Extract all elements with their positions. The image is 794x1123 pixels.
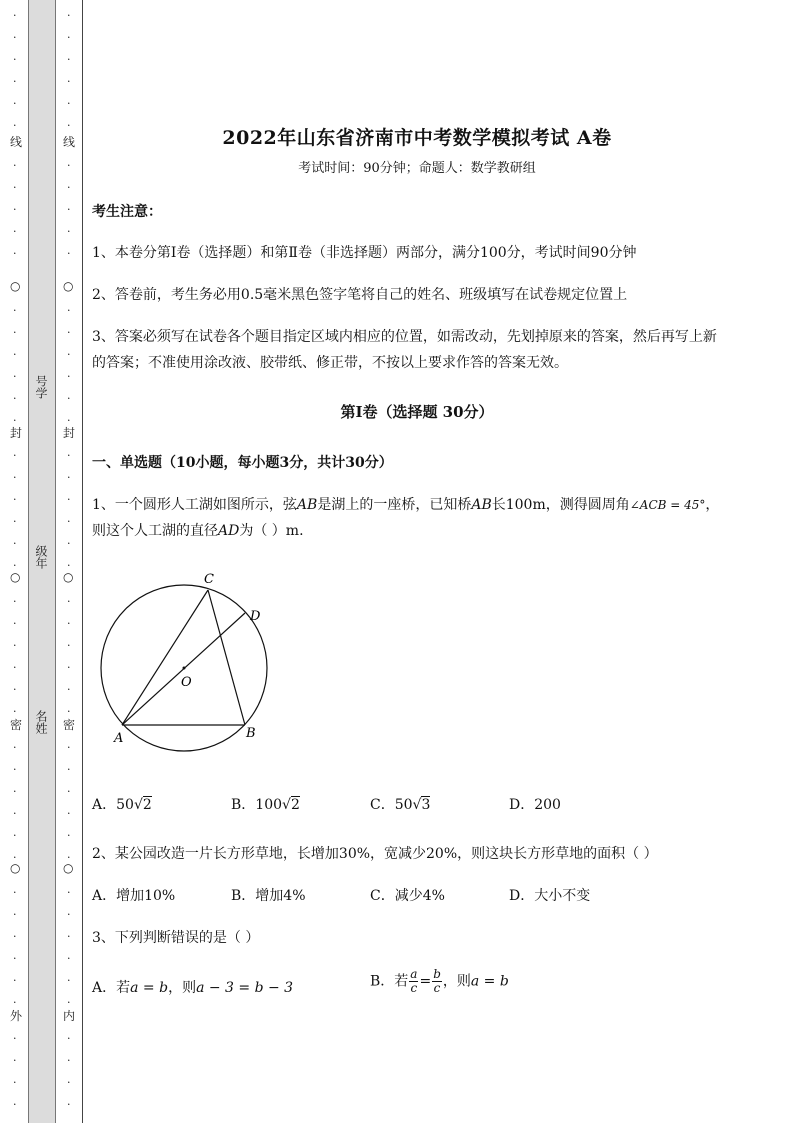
- margin-circle: ○: [10, 570, 21, 584]
- label-a: A: [114, 731, 124, 746]
- option-text: ，则: [442, 973, 471, 990]
- exam-title: 2022年山东省济南市中考数学模拟考试 A卷: [222, 127, 612, 149]
- field-label-number: 号学: [34, 375, 48, 399]
- dot-column: · · · · · ·: [13, 304, 17, 427]
- question-1-line-2: [92, 520, 304, 540]
- notice-heading: 考生注意：: [92, 204, 162, 220]
- notice-item: 1、本卷分第I卷（选择题）和第Ⅱ卷（非选择题）两部分，满分100分，考试时间90分钟: [92, 245, 637, 261]
- center-point: [183, 667, 186, 670]
- option-text: C．50: [370, 797, 413, 813]
- sqrt-symbol: √: [412, 797, 422, 813]
- notice-item: 2、答卷前，考生务必用0.5毫米黑色签字笔将自己的姓名、班级填写在试卷规定位置上: [92, 287, 628, 303]
- margin-label-feng: 封: [10, 426, 23, 440]
- dot-column: · · · ·: [67, 1032, 71, 1111]
- field-label-name: 名姓: [34, 710, 48, 734]
- math-expr: a = b: [470, 973, 509, 990]
- margin-label-feng: 封: [63, 426, 76, 440]
- equals: =: [419, 973, 432, 990]
- numerator: a: [410, 967, 418, 981]
- margin-circle: ○: [63, 861, 74, 875]
- segment-ac: [122, 590, 208, 725]
- dot-column: · · · · ·: [67, 159, 71, 260]
- q1-option-c[interactable]: [370, 794, 430, 814]
- option-text: ，则: [168, 980, 197, 996]
- q1-option-d[interactable]: [509, 794, 561, 814]
- q1-text: 长100m，测得圆周角: [491, 497, 630, 513]
- q1-option-a[interactable]: [92, 794, 152, 814]
- notice-item: 的答案；不准使用涂改液、胶带纸、修正带，不按以上要求作答的答案无效。: [92, 355, 568, 371]
- denominator: c: [410, 981, 418, 995]
- q1-angle: ∠ACB = 45°: [629, 498, 706, 512]
- fraction: [409, 968, 418, 995]
- q1-text: 1、一个圆形人工湖如图所示，弦: [92, 497, 297, 513]
- margin-label-xian: 线: [10, 135, 23, 149]
- margin-label-mi: 密: [63, 718, 76, 732]
- q1-chord-label: AB: [296, 497, 318, 513]
- radicand: 2: [142, 797, 152, 813]
- dot-column: · · · · · ·: [13, 449, 17, 572]
- math-expr: a − 3 = b − 3: [196, 980, 294, 996]
- sqrt-symbol: √: [282, 797, 291, 813]
- margin-circle: ○: [63, 279, 74, 293]
- exam-subtitle: 考试时间：90分钟；命题人：数学教研组: [298, 161, 536, 176]
- dot-column: · · · · · ·: [13, 741, 17, 864]
- dot-column: · · · · · ·: [13, 886, 17, 1009]
- dot-column: · · · · · ·: [67, 9, 71, 132]
- radicand: 3: [421, 797, 431, 813]
- dot-column: · · · · · ·: [67, 449, 71, 572]
- dot-column: · · · · ·: [13, 159, 17, 260]
- circle-figure: [92, 568, 292, 758]
- margin-circle: ○: [63, 570, 74, 584]
- q1-text: 是湖上的一座桥，已知桥: [317, 497, 472, 513]
- question-2: 2、某公园改造一片长方形草地，长增加30%，宽减少20%，则这块长方形草地的面积（ ）: [92, 846, 658, 862]
- question-1-line-1: [92, 494, 719, 514]
- margin-label-wai: 外: [10, 1009, 23, 1023]
- dot-column: · · · ·: [13, 1032, 17, 1111]
- margin-label-nei: 内: [63, 1009, 76, 1023]
- option-text: B．100: [231, 797, 283, 813]
- q1-text: 则这个人工湖的直径: [92, 523, 218, 539]
- q3-option-b[interactable]: [370, 968, 509, 995]
- sqrt-symbol: √: [133, 797, 143, 813]
- radicand: 2: [290, 797, 300, 813]
- label-b: B: [246, 726, 256, 741]
- dot-column: · · · · · ·: [67, 886, 71, 1009]
- q2-option-a[interactable]: A．增加10%: [92, 888, 176, 904]
- label-c: C: [204, 572, 214, 587]
- option-text: D．200: [509, 797, 561, 813]
- question-3: 3、下列判断错误的是（ ）: [92, 930, 260, 946]
- label-o: O: [181, 675, 192, 690]
- notice-item: 3、答案必须写在试卷各个题目指定区域内相应的位置，如需改动，先划掉原来的答案，然后再写上新: [92, 329, 717, 345]
- margin-circle: ○: [10, 861, 21, 875]
- part-heading: 一、单选题（10小题，每小题3分，共计30分）: [92, 455, 393, 471]
- dot-column: · · · · · ·: [67, 595, 71, 718]
- label-d: D: [250, 609, 261, 624]
- segment-bc: [208, 590, 245, 725]
- q1-text: ，: [705, 497, 720, 513]
- dot-column: · · · · · ·: [13, 595, 17, 718]
- section-title: 第I卷（选择题 30分）: [340, 403, 494, 421]
- dot-column: · · · · · ·: [67, 304, 71, 427]
- margin-circle: ○: [10, 279, 21, 293]
- dot-column: · · · · · ·: [67, 741, 71, 864]
- q2-option-c[interactable]: C．减少4%: [370, 888, 445, 904]
- option-text: A．若: [92, 980, 131, 996]
- option-text: B．若: [370, 973, 409, 990]
- q1-option-b[interactable]: [231, 794, 300, 814]
- dot-column: · · · · · ·: [13, 9, 17, 132]
- math-expr: a = b: [130, 980, 169, 996]
- q1-text: 为（ ）m.: [239, 523, 304, 539]
- field-label-grade: 级年: [34, 545, 48, 569]
- margin-label-xian: 线: [63, 135, 76, 149]
- numerator: b: [433, 967, 441, 981]
- q2-option-d[interactable]: D．大小不变: [509, 888, 591, 904]
- q2-option-b[interactable]: B．增加4%: [231, 888, 306, 904]
- q1-chord-label: AB: [471, 497, 492, 513]
- option-text: A．50: [92, 797, 134, 813]
- denominator: c: [433, 981, 441, 995]
- q3-option-a[interactable]: [92, 977, 293, 997]
- margin-label-mi: 密: [10, 718, 23, 732]
- fraction: [432, 968, 442, 995]
- q1-diameter-label: AD: [218, 523, 240, 539]
